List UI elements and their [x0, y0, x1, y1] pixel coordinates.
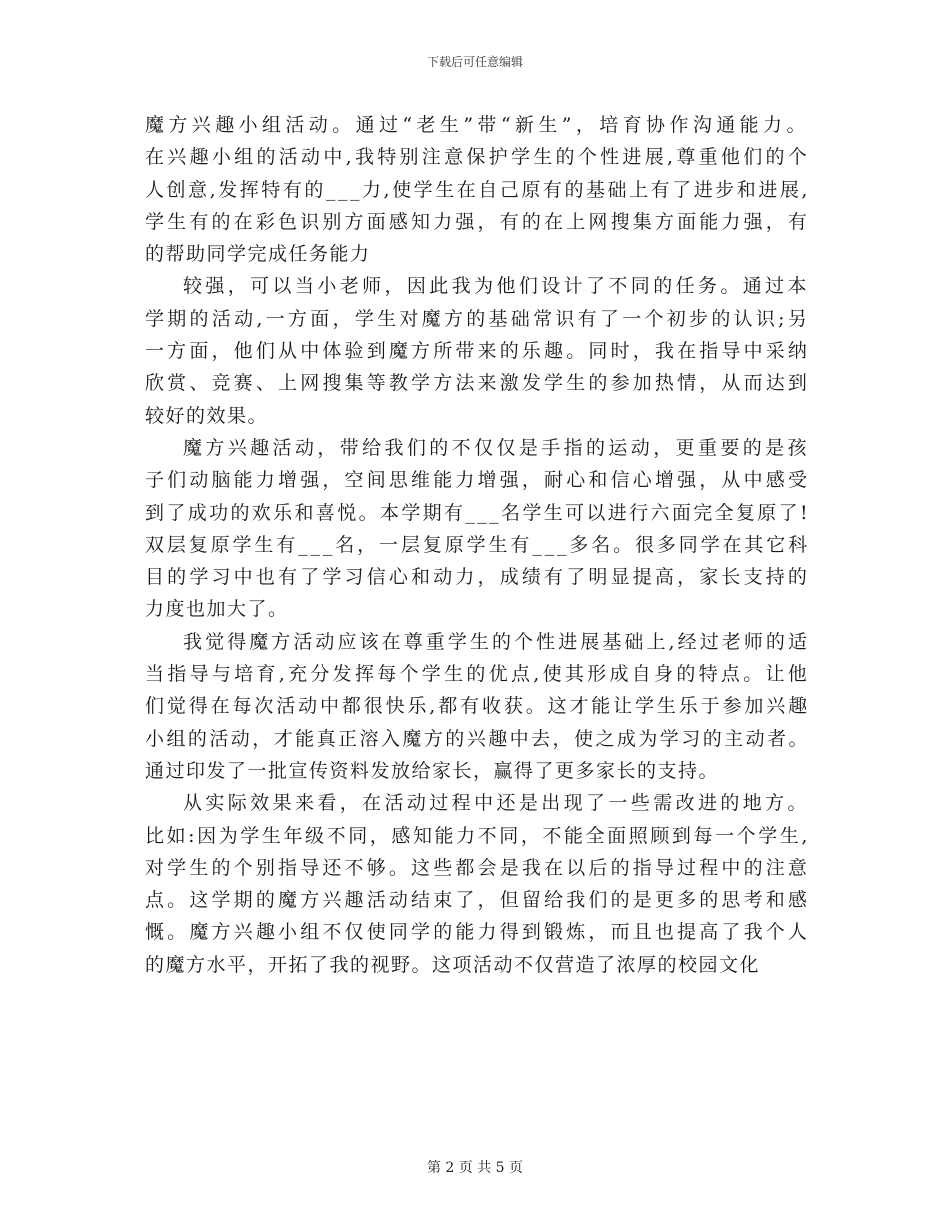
text-line: 小组的活动，才能真正溶入魔方的兴趣中去，使之成为学习的主动者。 — [145, 727, 810, 750]
text-line: 的帮助同学完成任务能力 — [145, 243, 371, 266]
text-line: 双层复原学生有___名，一层复原学生有___多名。很多同学在其它科 — [145, 533, 811, 556]
text-line: 到了成功的欢乐和喜悦。本学期有___名学生可以进行六面完全复原了! — [145, 501, 811, 524]
text-line: 较强，可以当小老师，因此我为他们设计了不同的任务。通过本 — [183, 275, 810, 298]
text-line: 学生有的在彩色识别方面感知力强，有的在上网搜集方面能力强，有 — [145, 210, 811, 233]
text-line: 在兴趣小组的活动中,我特别注意保护学生的个性进展,尊重他们的个 — [145, 146, 811, 169]
text-line: 子们动脑能力增强，空间思维能力增强，耐心和信心增强，从中感受 — [145, 469, 811, 492]
paragraph-2 — [145, 270, 810, 431]
text-line: 当指导与培育,充分发挥每个学生的优点,使其形成自身的特点。让他 — [145, 663, 811, 686]
text-line: 较好的效果。 — [145, 404, 269, 427]
text-line: 一方面，他们从中体验到魔方所带来的乐趣。同时，我在指导中采纳 — [145, 340, 811, 363]
text-line: 欣赏、竞赛、上网搜集等教学方法来激发学生的参加热情，从而达到 — [145, 372, 811, 395]
text-line: 魔方兴趣小组活动。通过“老生”带“新生”，培育协作沟通能力。 — [145, 114, 810, 136]
text-line: 比如:因为学生年级不同，感知能力不同，不能全面照顾到每一个学生, — [145, 824, 811, 847]
paragraph-5 — [145, 787, 810, 981]
text-line: 我觉得魔方活动应该在尊重学生的个性进展基础上,经过老师的适 — [183, 630, 811, 653]
text-line: 们觉得在每次活动中都很快乐,都有收获。这才能让学生乐于参加兴趣 — [145, 695, 811, 718]
paragraph-1 — [145, 109, 810, 270]
text-line: 通过印发了一批宣传资料发放给家长，赢得了更多家长的支持。 — [145, 759, 720, 782]
paragraph-4 — [145, 626, 810, 787]
page-footer: 第 2 页 共 5 页 — [426, 1160, 524, 1176]
text-line: 的魔方水平，开拓了我的视野。这项活动不仅营造了浓厚的校园文化 — [145, 953, 761, 976]
document-body — [145, 109, 810, 981]
text-line: 点。这学期的魔方兴趣活动结束了，但留给我们的是更多的思考和感 — [145, 889, 811, 912]
text-line: 人创意,发挥特有的___力,使学生在自己原有的基础上有了进步和进展, — [145, 178, 810, 201]
text-line: 从实际效果来看，在活动过程中还是出现了一些需改进的地方。 — [183, 792, 810, 815]
text-line: 力度也加大了。 — [145, 598, 289, 621]
paragraph-3 — [145, 432, 810, 626]
text-line: 学期的活动,一方面，学生对魔方的基础常识有了一个初步的认识;另 — [145, 307, 811, 330]
page-header: 下载后可任意编辑 — [426, 55, 523, 69]
text-line: 对学生的个别指导还不够。这些都会是我在以后的指导过程中的注意 — [145, 856, 811, 879]
text-line: 慨。魔方兴趣小组不仅使同学的能力得到锻炼，而且也提高了我个人 — [145, 921, 811, 944]
text-line: 目的学习中也有了学习信心和动力，成绩有了明显提高，家长支持的 — [145, 566, 811, 589]
text-line: 魔方兴趣活动，带给我们的不仅仅是手指的运动，更重要的是孩 — [183, 436, 810, 459]
